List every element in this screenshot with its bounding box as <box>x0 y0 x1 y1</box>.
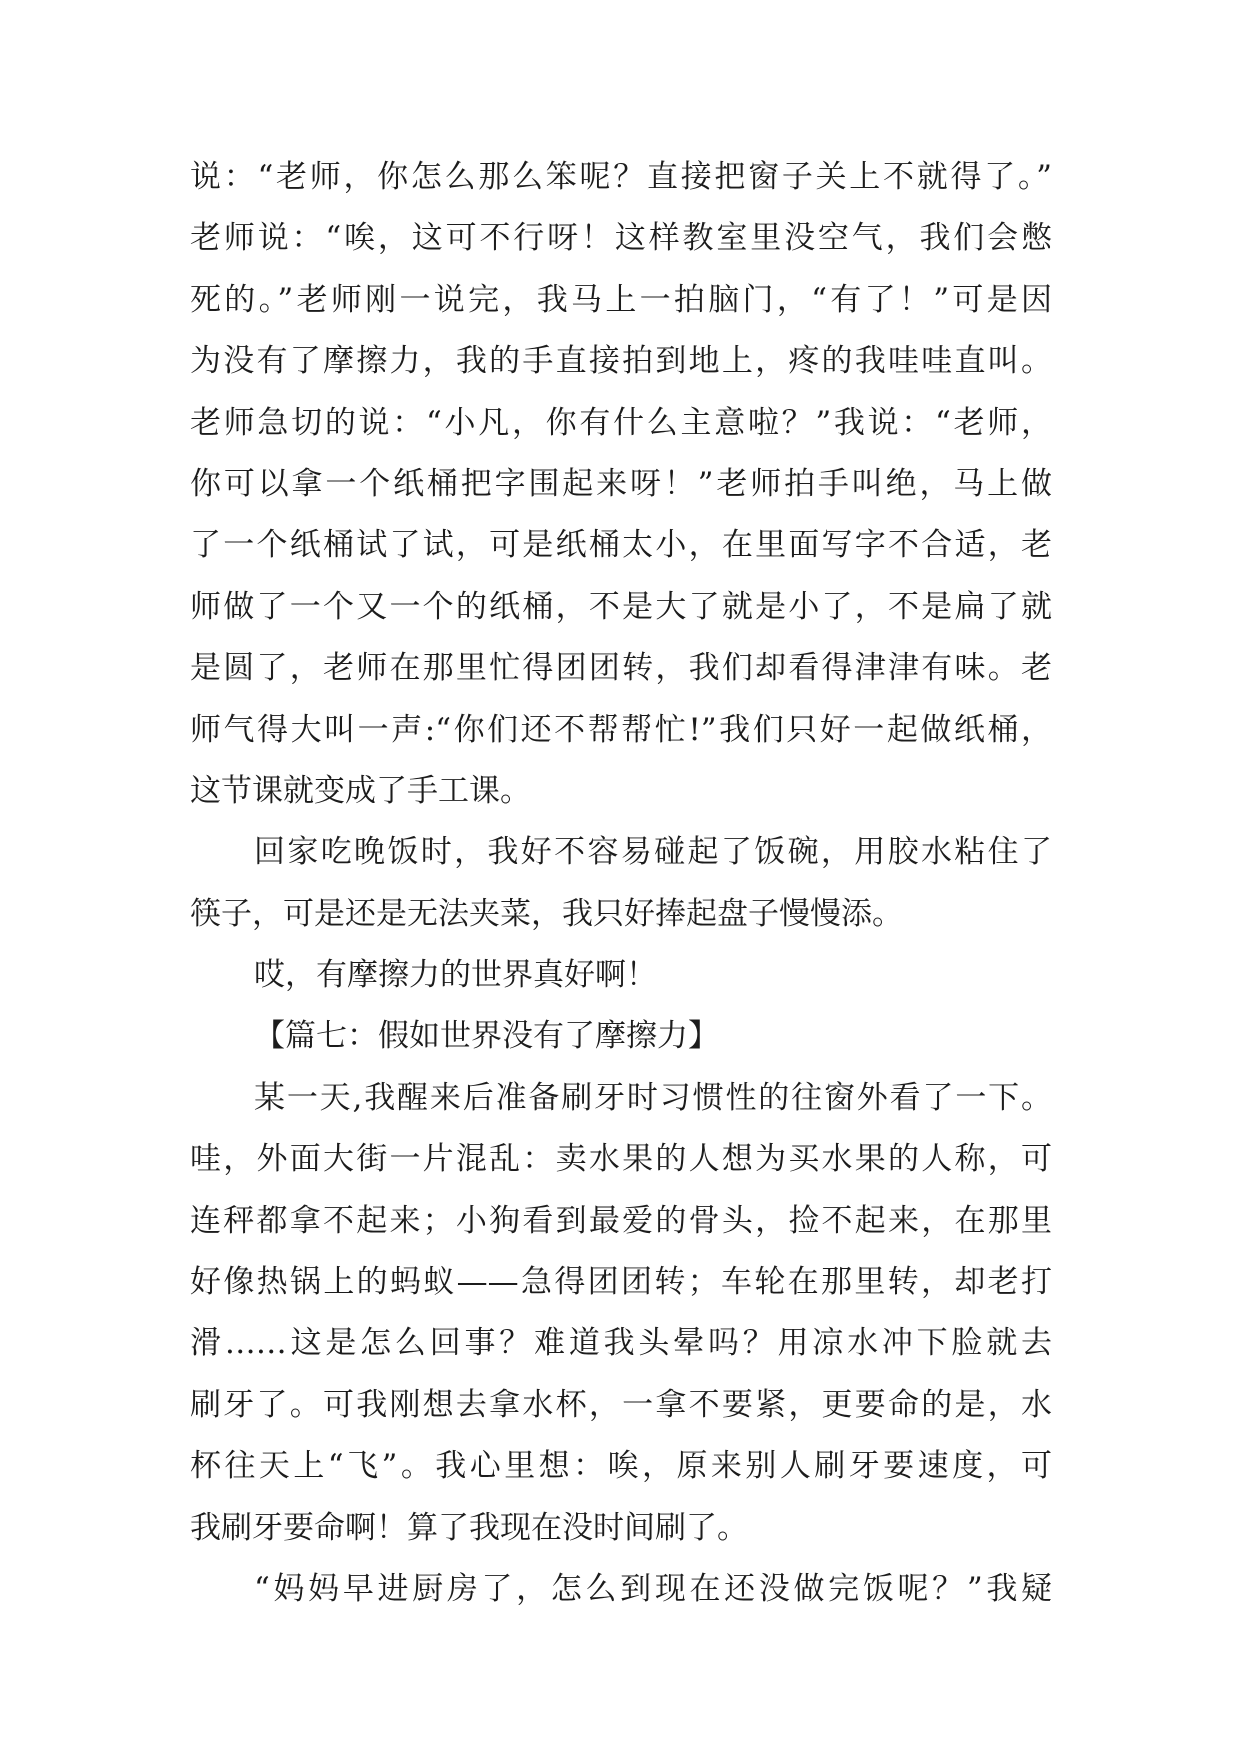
text-line: 老师急切的说：“小凡，你有什么主意啦？”我说：“老师， <box>190 404 1052 441</box>
body-text <box>190 157 1052 1630</box>
text-line: 哇，外面大街一片混乱：卖水果的人想为买水果的人称，可 <box>190 1141 1052 1178</box>
text-line: 滑……这是怎么回事？难道我头晕吗？用凉水冲下脸就去 <box>190 1325 1052 1362</box>
text-line: 某一天,我醒来后准备刷牙时习惯性的往窗外看了一下。 <box>254 1079 1052 1116</box>
text-line: “妈妈早进厨房了，怎么到现在还没做完饭呢？”我疑 <box>254 1570 1052 1607</box>
text-line: 这节课就变成了手工课。 <box>190 772 531 809</box>
text-line: 你可以拿一个纸桶把字围起来呀！”老师拍手叫绝，马上做 <box>190 465 1052 502</box>
text-line: 好像热锅上的蚂蚁——急得团团转；车轮在那里转，却老打 <box>190 1264 1052 1301</box>
text-line: 为没有了摩擦力，我的手直接拍到地上，疼的我哇哇直叫。 <box>190 343 1052 380</box>
text-line: 我刷牙要命啊！算了我现在没时间刷了。 <box>190 1509 748 1546</box>
text-line: 老师说：“唉，这可不行呀！这样教室里没空气，我们会憋 <box>190 220 1052 257</box>
text-line: 师气得大叫一声:“你们还不帮帮忙!”我们只好一起做纸桶， <box>190 711 1052 748</box>
text-line: 了一个纸桶试了试，可是纸桶太小，在里面写字不合适，老 <box>190 527 1052 564</box>
text-line: 连秤都拿不起来；小狗看到最爱的骨头，捡不起来，在那里 <box>190 1202 1052 1239</box>
text-line: 是圆了，老师在那里忙得团团转，我们却看得津津有味。老 <box>190 650 1052 687</box>
text-line: 【篇七：假如世界没有了摩擦力】 <box>254 1018 719 1055</box>
text-line: 回家吃晚饭时，我好不容易碰起了饭碗，用胶水粘住了 <box>254 834 1052 871</box>
text-line: 死的。”老师刚一说完，我马上一拍脑门，“有了！”可是因 <box>190 281 1052 318</box>
text-line: 刷牙了。可我刚想去拿水杯，一拿不要紧，更要命的是，水 <box>190 1386 1052 1423</box>
text-line: 哎，有摩擦力的世界真好啊！ <box>254 957 657 994</box>
text-line: 杯往天上“飞”。我心里想：唉，原来别人刷牙要速度，可 <box>190 1448 1052 1485</box>
text-line: 师做了一个又一个的纸桶，不是大了就是小了，不是扁了就 <box>190 588 1052 625</box>
text-line: 说：“老师，你怎么那么笨呢？直接把窗子关上不就得了。” <box>190 159 1052 195</box>
text-line: 筷子，可是还是无法夹菜，我只好捧起盘子慢慢添。 <box>190 895 903 932</box>
